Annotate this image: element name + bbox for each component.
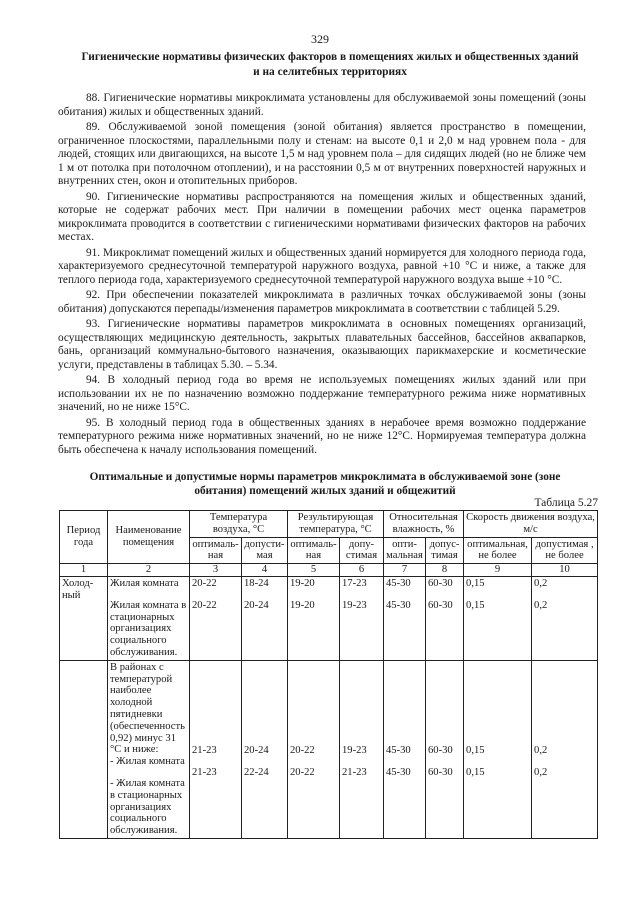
subheader-allowable: допустимая , не более [532,537,598,564]
period-cell [60,660,108,838]
column-number-row [60,564,598,577]
cell-value: 21-23 [192,766,217,778]
room-name: - Жилая комната [110,756,185,768]
cell-value: 0,2 [534,599,548,611]
section-heading [50,50,610,80]
subheader-allowable: допу-стимая [340,537,384,564]
value-cell [464,576,532,660]
cell-value: 20-22 [290,766,315,778]
room-names-cell [108,660,190,838]
column-number: 8 [426,564,464,577]
cell-value: 18-24 [244,577,269,589]
subheader-optimal: оптимальная, не более [464,537,532,564]
table-header-row [60,511,598,538]
column-number: 6 [340,564,384,577]
cell-value: 20-22 [290,744,315,756]
column-number: 7 [384,564,426,577]
cell-value: 20-22 [192,599,217,611]
value-cell [190,660,242,838]
cell-value: 0,2 [534,766,548,778]
paragraph-94: 94. В холодный период года во время не используемых помещениях жилых зданий или при использовании их не по назначению возможно поддержание температурного режима ниже нормативных значений, но не ниже 15°С. [58,374,586,413]
room-name: Жилая комната в стационарных организациях социального обслуживания. [110,599,187,658]
cell-value: 45-30 [386,599,411,611]
paragraph-95: 95. В холодный период года в общественных зданиях в нерабочее время возможно поддержание температурного режима ниже нормативных значений, но не ниже 12°С. Нормируемая температура должна быть обеспечена к началу использования помещений. [58,416,586,456]
room-name: Жилая комната [110,577,179,589]
cell-value: 0,15 [466,599,485,611]
column-number: 5 [288,564,340,577]
paragraph-88: 88. Гигиенические нормативы микроклимата установлены для обслуживаемой зоны помещений (зоны обитания) жилых и общественных зданий. [58,92,586,118]
body-text [58,92,586,459]
value-cell [340,660,384,838]
section-heading-line: и на селитебных территориях [253,66,407,78]
cell-value: 20-24 [244,744,269,756]
value-cell [340,576,384,660]
cell-value: 45-30 [386,744,411,756]
value-cell [384,576,426,660]
header-air-temp: Температура воздуха, °С [190,511,288,538]
table-body-row [60,576,598,660]
value-cell [190,576,242,660]
cell-value: 45-30 [386,577,411,589]
cell-value: 0,2 [534,744,548,756]
cell-value: 60-30 [428,599,453,611]
value-cell [532,660,598,838]
value-cell [426,660,464,838]
value-cell [426,576,464,660]
page-number: 329 [311,32,329,46]
table-title-line: обитания) помещений жилых зданий и общежитий [194,485,456,497]
cell-value: 0,15 [466,577,485,589]
subheader-optimal: оптималь-ная [190,537,242,564]
subheader-optimal: опти-мальная [384,537,426,564]
cell-value: 17-23 [342,577,367,589]
header-air-speed: Скорость движения воздуха, м/с [464,511,598,538]
table-title-line: Оптимальные и допустимые нормы параметров микроклимата в обслуживаемой зоне (зоне [89,471,561,483]
microclimate-table [59,510,598,839]
cell-value: 45-30 [386,766,411,778]
value-cell [384,660,426,838]
region-intro: В районах с температурой наиболее холодной пятидневки (обеспеченность 0,92) минус 31 °С и ниже: [110,661,185,756]
column-number: 9 [464,564,532,577]
header-humidity: Относительная влажность, % [384,511,464,538]
room-names-cell [108,576,190,660]
column-number: 1 [60,564,108,577]
cell-value: 21-23 [342,766,367,778]
value-cell [464,660,532,838]
value-cell [242,660,288,838]
cell-value: 60-30 [428,744,453,756]
cell-value: 19-23 [342,599,367,611]
period-cell: Холод-ный [60,576,108,660]
subheader-allowable: допусти-мая [242,537,288,564]
cell-value: 20-22 [192,577,217,589]
value-cell [288,660,340,838]
cell-value: 0,15 [466,766,485,778]
table-body-row [60,660,598,838]
cell-value: 22-24 [244,766,269,778]
value-cell [288,576,340,660]
value-cell [532,576,598,660]
paragraph-90: 90. Гигиенические нормативы распространяются на помещения жилых и общественных зданий, которые не содержат рабочих мест. При наличии в помещении рабочих мест оценка параметров микроклимата проводится в соответствии с гигиеническими нормативами физических факторов на рабочих местах. [58,190,586,243]
room-name: - Жилая комната в стационарных организациях социального обслуживания. [110,777,185,837]
header-name: Наименование помещения [108,511,190,564]
cell-value: 19-20 [290,599,315,611]
column-number: 3 [190,564,242,577]
cell-value: 19-20 [290,577,315,589]
cell-value: 60-30 [428,766,453,778]
section-heading-line: Гигиенические нормативы физических факторов в помещениях жилых и общественных зданий [81,51,579,63]
subheader-allowable: допус-тимая [426,537,464,564]
cell-value: 60-30 [428,577,453,589]
table-label: Таблица 5.27 [534,497,598,509]
cell-value: 0,15 [466,744,485,756]
paragraph-89: 89. Обслуживаемой зоной помещения (зоной обитания) является пространство в помещении, ограниченное плоскостями, параллельными полу и стенам: на высоте 0,1 и 2,0 м над уровнем пола - для людей, стоящих или двигающихся, на высоте 1,5 м над уровнем пола – для сидящих людей (но не ближе чем 1 м от потолка при потолочном отоплении), и на расстоянии 0,5 м от внутренних поверхностей наружных и внутренних стен, окон и отопительных приборов. [58,121,586,187]
column-number: 4 [242,564,288,577]
header-period: Период года [60,511,108,564]
cell-value: 20-24 [244,599,269,611]
paragraph-93: 93. Гигиенические нормативы параметров микроклимата в основных помещениях организаций, осуществляющих медицинскую деятельность, закрытых плавательных бассейнов, бассейнов аквапарков, бань, организаций коммунально-бытового назначения, оказывающих парикмахерские и косметические услуги, представлены в таблицах 5.30. – 5.34. [58,318,586,371]
column-number: 2 [108,564,190,577]
table-title [64,470,586,498]
cell-value: 0,2 [534,577,548,589]
header-result-temp: Результирующая температура, °С [288,511,384,538]
paragraph-92: 92. При обеспечении показателей микроклимата в различных точках обслуживаемой зоны (зоны обитания) допускаются перепады/изменения параметров микроклимата в соответствии с таблицей 5.29. [58,289,586,315]
subheader-optimal: оптималь-ная [288,537,340,564]
column-number: 10 [532,564,598,577]
cell-value: 21-23 [192,744,217,756]
cell-value: 19-23 [342,744,367,756]
value-cell [242,576,288,660]
paragraph-91: 91. Микроклимат помещений жилых и общественных зданий нормируется для холодного периода года, характеризуемого среднесуточной температурой наружного воздуха, равной +10 °С и ниже, а также для теплого периода года, характеризуемого среднесуточной температурой наружного воздуха выше +10 °С. [58,246,586,286]
